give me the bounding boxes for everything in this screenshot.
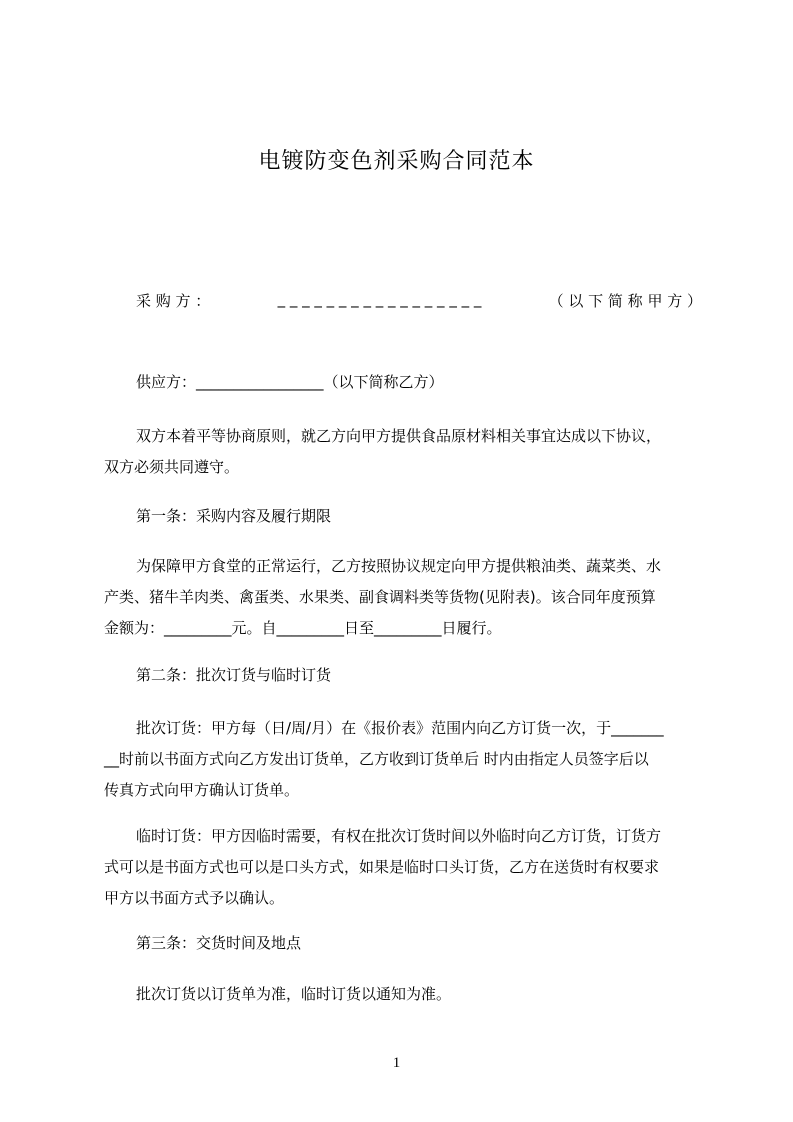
article-3-heading: 第三条：交货时间及地点	[136, 934, 302, 952]
article-1-line-1: 为保障甲方食堂的正常运行，乙方按照协议规定向甲方提供粮油类、蔬菜类、水	[136, 557, 662, 575]
article-2-p2-line-3: 甲方以书面方式予以确认。	[104, 889, 285, 907]
article-1-heading: 第一条：采购内容及履行期限	[136, 507, 332, 525]
intro-line-2: 双方必须共同遵守。	[104, 458, 240, 476]
buyer-line	[136, 290, 702, 311]
supplier-line: 供应方：_________________（以下简称乙方）	[136, 373, 444, 391]
article-2-paragraph-2	[104, 821, 702, 914]
buyer-note: （ 以 下 简 称 甲 方 ）	[548, 292, 702, 310]
article-2-p2-line-2: 式可以是书面方式也可以是口头方式，如果是临时口头订货，乙方在送货时有权要求	[104, 858, 660, 876]
page-number: 1	[392, 1055, 401, 1071]
article-2-p1-line-1: 批次订货：甲方每（日/周/月）在《报价表》范围内向乙方订货一次，于_______	[136, 719, 664, 737]
article-2-p1-line-2: __时前以书面方式向乙方发出订货单，乙方收到订货单后 时内由指定人员签字后以	[104, 750, 649, 768]
article-1-line-2: 产类、猪牛羊肉类、禽蛋类、水果类、副食调料类等货物(见附表)。该合同年度预算	[104, 588, 656, 606]
intro-paragraph	[104, 421, 702, 483]
document-title: 电镀防变色剂采购合同范本	[258, 149, 535, 174]
article-2-p1-line-3: 传真方式向甲方确认订货单。	[104, 781, 300, 799]
intro-line-1: 双方本着平等协商原则，就乙方向甲方提供食品原材料相关事宜达成以下协议，	[136, 427, 662, 445]
article-2-paragraph-1	[104, 713, 702, 806]
article-3-line-1: 批次订货以订货单为准，临时订货以通知为准。	[136, 985, 452, 1003]
article-1-paragraph	[104, 551, 702, 644]
buyer-blank: _ _ _ _ _ _ _ _ _ _ _ _ _ _ _ _ _	[277, 290, 482, 308]
article-2-heading: 第二条：批次订货与临时订货	[136, 666, 332, 684]
article-2-p2-line-1: 临时订货：甲方因临时需要，有权在批次订货时间以外临时向乙方订货，订货方	[136, 827, 662, 845]
buyer-label: 采 购 方 ：	[136, 292, 211, 310]
article-1-line-3: 金额为：_________元。自_________日至_________日履行。	[104, 619, 502, 637]
